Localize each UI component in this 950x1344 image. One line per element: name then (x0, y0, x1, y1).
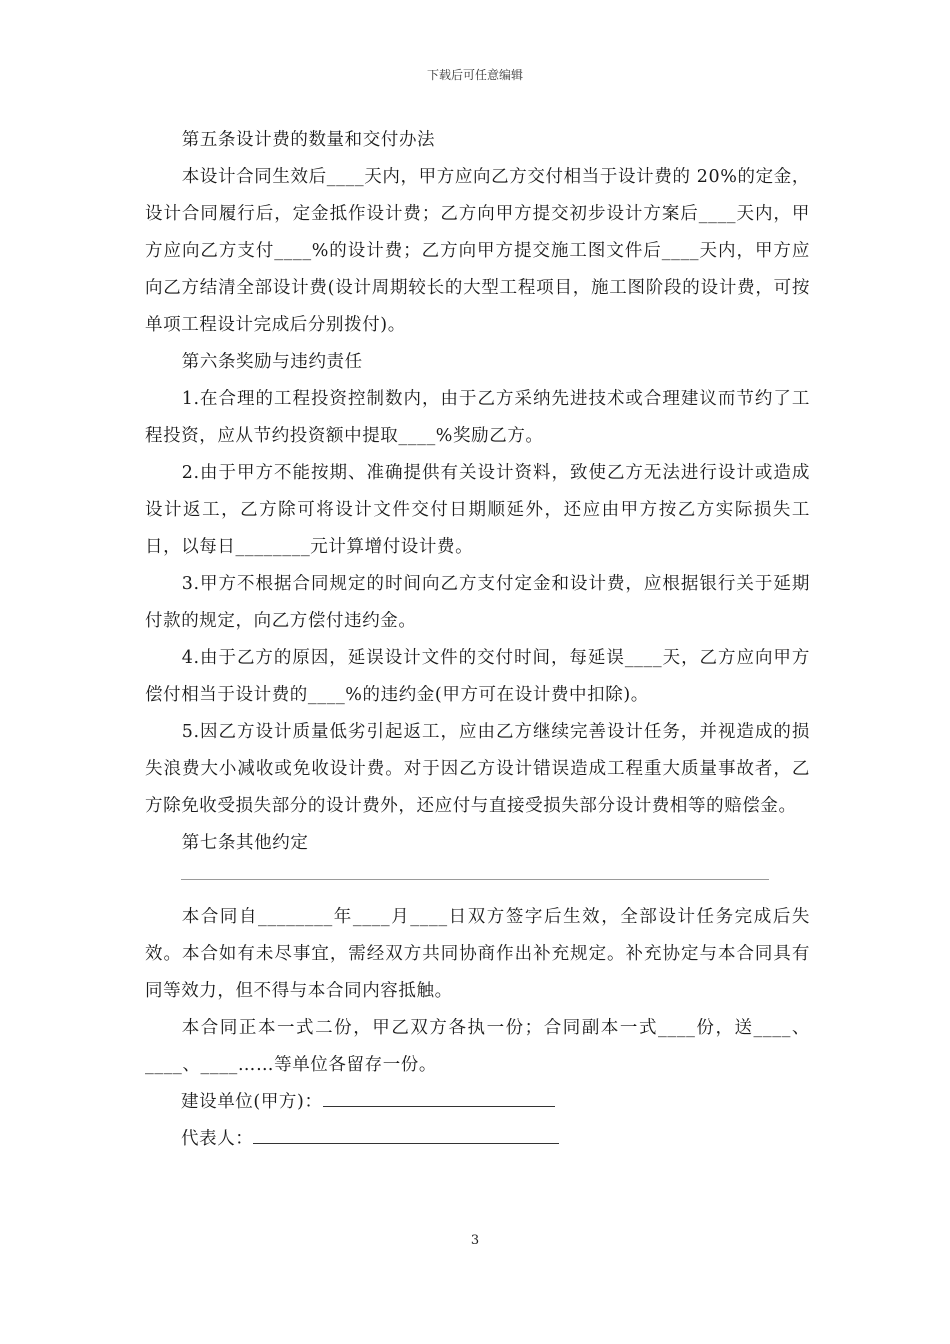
header-note: 下载后可任意编辑 (426, 68, 523, 82)
article-6-clause-5: 5.因乙方设计质量低劣引起返工，应由乙方继续完善设计任务，并视造成的损失浪费大小减收或免收设计费。对于因乙方设计错误造成工程重大质量事故者，乙方除免收受损失部分的设计费外，还应付与直接受损失部分设计费相等的赔偿金。 (145, 722, 810, 816)
effective-date-clause: 本合同自________年____月____日双方签字后生效，全部设计任务完成后失效。本合如有未尽事宜，需经双方共同协商作出补充规定。补充协定与本合同具有同等效力，但不得与本合同内容抵触。 (145, 907, 810, 1001)
representative-signature-row (145, 1121, 810, 1158)
page-number: 3 (470, 1233, 480, 1248)
document-body (145, 122, 810, 1158)
article-7-heading: 第七条其他约定 (181, 833, 309, 853)
builder-label: 建设单位(甲方)： (181, 1092, 323, 1112)
other-terms-blank-line (181, 879, 769, 880)
copies-clause: 本合同正本一式二份，甲乙双方各执一份；合同副本一式____份，送____、____、____……等单位各留存一份。 (145, 1018, 810, 1075)
article-6-clause-1: 1.在合理的工程投资控制数内，由于乙方采纳先进技术或合理建议而节约了工程投资，应从节约投资额中提取____%奖励乙方。 (145, 389, 810, 446)
builder-signature-blank (323, 1092, 555, 1107)
representative-signature-blank (253, 1129, 559, 1144)
article-5-heading: 第五条设计费的数量和交付办法 (181, 130, 436, 150)
article-6-clause-4: 4.由于乙方的原因，延误设计文件的交付时间，每延误____天，乙方应向甲方偿付相当于设计费的____%的违约金(甲方可在设计费中扣除)。 (145, 648, 810, 705)
article-6-heading: 第六条奖励与违约责任 (181, 352, 363, 372)
article-6-clause-2: 2.由于甲方不能按期、准确提供有关设计资料，致使乙方无法进行设计或造成设计返工，乙方除可将设计文件交付日期顺延外，还应由甲方按乙方实际损失工日，以每日________元计算增付设计费。 (145, 463, 810, 557)
article-6-clause-3: 3.甲方不根据合同规定的时间向乙方支付定金和设计费，应根据银行关于延期付款的规定，向乙方偿付违约金。 (145, 574, 810, 631)
article-5-body: 本设计合同生效后____天内，甲方应向乙方交付相当于设计费的 20%的定金，设计合同履行后，定金抵作设计费；乙方向甲方提交初步设计方案后____天内，甲方应向乙方支付____%的设计费；乙方向甲方提交施工图文件后____天内，甲方应向乙方结清全部设计费(设计周期较长的大型工程项目，施工图阶段的设计费，可按单项工程设计完成后分别拨付)。 (145, 167, 810, 335)
representative-label: 代表人： (181, 1129, 254, 1149)
builder-signature-row (145, 1084, 810, 1121)
